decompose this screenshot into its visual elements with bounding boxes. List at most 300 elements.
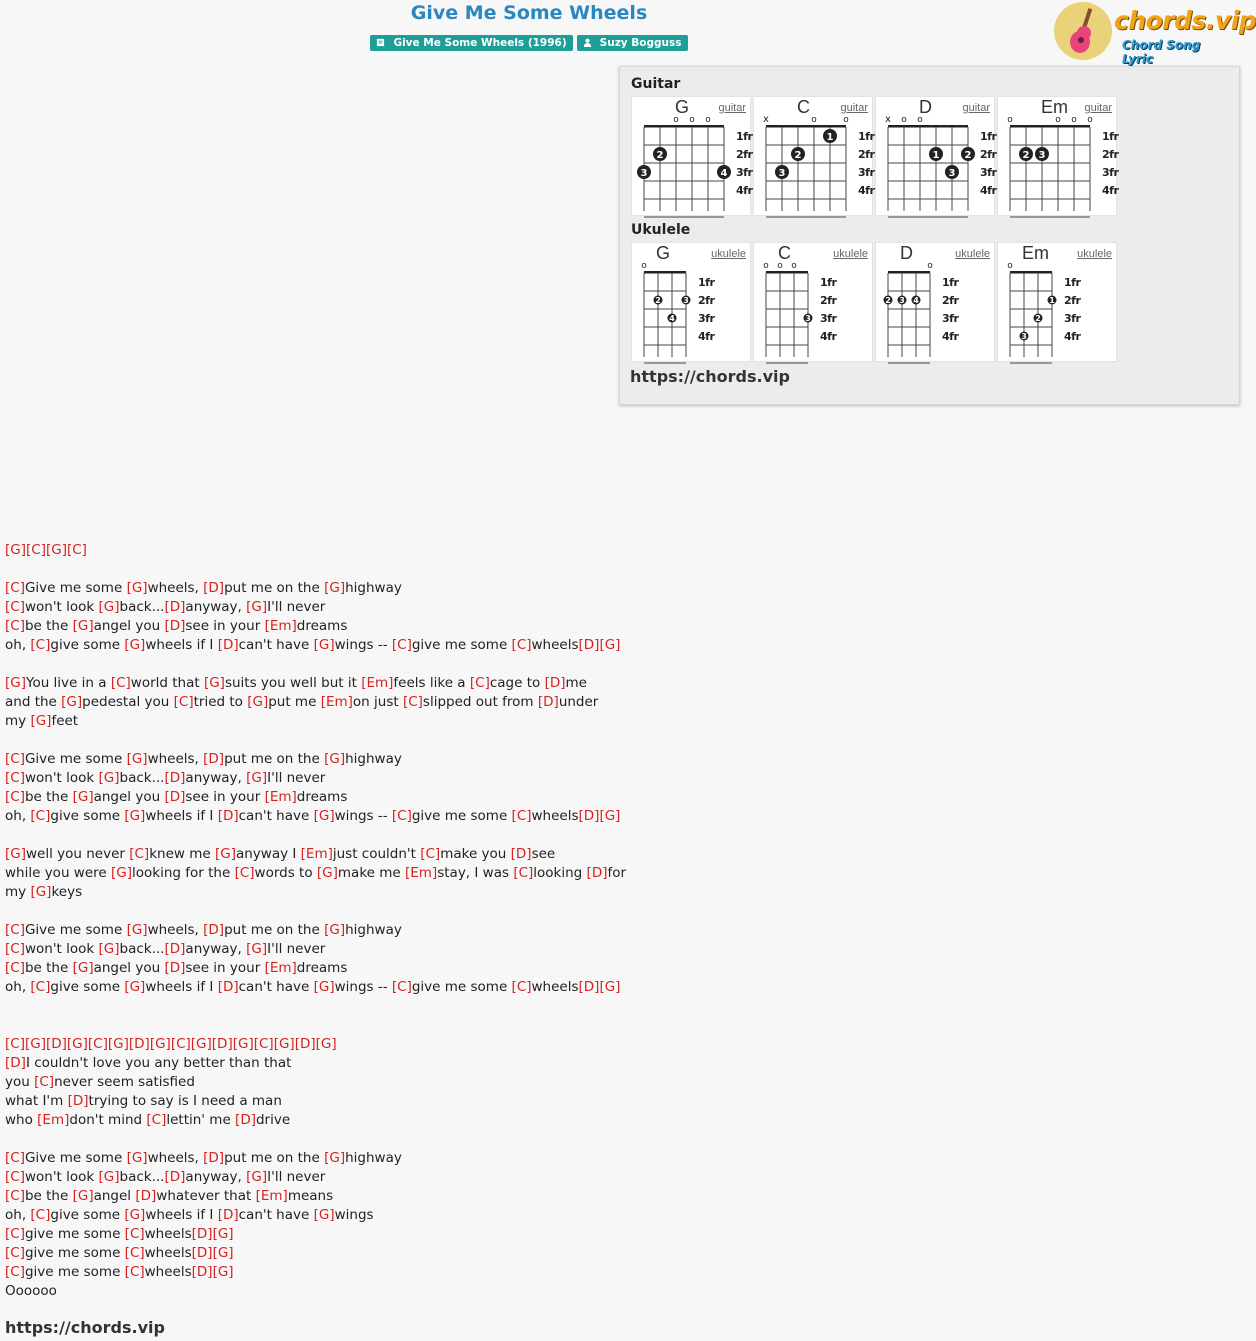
chord-token[interactable]: [D] (191, 1264, 213, 1280)
chord-token[interactable]: [G] (124, 979, 146, 995)
chord-token[interactable]: [C] (511, 637, 532, 653)
muted-string-marker: x (763, 114, 769, 125)
lyric-line: [G]You live in a [C]world that [G]suits you well but it [Em]feels like a [C]cage to [D]me (5, 675, 587, 691)
lyric-line: [G]well you never [C]knew me [G]anyway I [Em]just couldn't [C]make you [D]see (5, 846, 556, 862)
finger-number: 4 (720, 168, 728, 179)
lyric-line: [C]won't look [G]back...[D]anyway, [G]I'll never (5, 770, 326, 786)
open-string-marker: o (641, 261, 647, 271)
fret-label: 2fr (858, 148, 875, 161)
finger-number: 2 (655, 296, 661, 305)
finger-number: 2 (964, 150, 972, 161)
open-string-marker: o (705, 115, 711, 125)
fret-label: 3fr (858, 166, 875, 179)
lyric-line (5, 731, 617, 750)
chord-token[interactable]: [C] (5, 751, 25, 767)
chord-token[interactable]: [Em] (320, 694, 353, 710)
fret-label: 1fr (820, 276, 837, 289)
chord-token[interactable]: [G] (24, 1036, 46, 1052)
chord-token[interactable]: [Em] (264, 789, 297, 805)
fret-label: 2fr (736, 148, 753, 161)
chord-token[interactable]: [C] (5, 580, 25, 596)
lyric-line: my [G]feet (5, 713, 79, 729)
chord-token[interactable]: [Em] (264, 618, 297, 634)
fret-label: 2fr (942, 294, 959, 307)
guitar-chord-c[interactable] (753, 96, 873, 216)
chord-token[interactable]: [G] (316, 865, 338, 881)
chord-token[interactable]: [G] (246, 1169, 268, 1185)
lyric-line: [C]Give me some [G]wheels, [D]put me on the [G]highway (5, 1150, 402, 1166)
open-string-marker: o (843, 115, 849, 125)
fret-label: 1fr (858, 130, 875, 143)
chord-instrument-link[interactable]: guitar (962, 102, 990, 114)
open-string-marker: o (1087, 115, 1093, 125)
chord-token[interactable]: [D] (203, 922, 225, 938)
chord-token[interactable]: [G] (324, 1150, 346, 1166)
chord-token[interactable]: [G] (599, 979, 621, 995)
chord-token[interactable]: [D] (203, 580, 225, 596)
guitar-chord-g[interactable] (631, 96, 751, 216)
chord-token[interactable]: [G] (203, 675, 225, 691)
chord-token[interactable]: [G] (72, 789, 94, 805)
finger-number: 4 (669, 314, 675, 323)
chord-token[interactable]: [D] (164, 770, 186, 786)
fret-label: 4fr (698, 330, 715, 343)
chord-token[interactable]: [G] (313, 637, 335, 653)
fret-label: 4fr (820, 330, 837, 343)
chord-token[interactable]: [G] (212, 1226, 234, 1242)
panel-url[interactable]: https://chords.vip (630, 367, 790, 386)
chord-nut (644, 271, 686, 274)
chord-token[interactable]: [C] (124, 1226, 145, 1242)
fret-label: 1fr (736, 130, 753, 143)
lyric-line: you [C]never seem satisfied (5, 1074, 195, 1090)
chord-diagram (754, 97, 874, 217)
lyric-line: [C]won't look [G]back...[D]anyway, [G]I'll never (5, 599, 326, 615)
chord-token[interactable]: [C] (110, 675, 131, 691)
chord-token[interactable]: [G] (324, 922, 346, 938)
chord-token[interactable]: [C] (5, 922, 25, 938)
guitar-chord-em[interactable] (997, 96, 1117, 216)
ukulele-chord-c[interactable] (753, 242, 873, 362)
chord-token[interactable]: [C] (5, 1264, 25, 1280)
chord-nut (1010, 271, 1052, 274)
chord-token[interactable]: [G] (214, 846, 236, 862)
chord-token[interactable]: [G] (5, 846, 26, 862)
ukulele-chord-d[interactable] (875, 242, 995, 362)
finger-number: 1 (932, 150, 940, 161)
chord-token[interactable]: [C] (124, 1264, 145, 1280)
chord-diagram (632, 243, 752, 363)
chord-nut (888, 271, 930, 274)
finger-number: 3 (948, 168, 956, 179)
lyric-line: [C]Give me some [G]wheels, [D]put me on the [G]highway (5, 922, 402, 938)
chord-diagram (876, 243, 996, 363)
chord-token[interactable]: [C] (511, 808, 532, 824)
chord-token[interactable]: [D] (544, 675, 566, 691)
chord-token[interactable]: [G] (30, 884, 52, 900)
chord-token[interactable]: [D] (217, 1207, 239, 1223)
chord-nut (888, 125, 968, 128)
chord-token[interactable]: [D] (164, 599, 186, 615)
open-string-marker: o (1007, 261, 1013, 271)
lyric-line (5, 997, 617, 1016)
chord-token[interactable]: [C] (66, 542, 87, 558)
lyric-line (5, 541, 617, 560)
chord-token[interactable]: [G] (124, 808, 146, 824)
open-string-marker: o (689, 115, 695, 125)
chord-token[interactable]: [D] (217, 808, 239, 824)
chord-token[interactable]: [C] (5, 770, 25, 786)
open-string-marker: o (927, 261, 933, 271)
chord-token[interactable]: [C] (391, 637, 412, 653)
fret-label: 1fr (942, 276, 959, 289)
lyric-line: [C]Give me some [G]wheels, [D]put me on the [G]highway (5, 580, 402, 596)
chord-token[interactable]: [G] (72, 618, 94, 634)
chord-token[interactable]: [C] (420, 846, 441, 862)
lyric-line: [C]be the [G]angel [D]whatever that [Em]means (5, 1188, 334, 1204)
chord-token[interactable]: [Em] (255, 1188, 288, 1204)
chord-token[interactable]: [D] (217, 979, 239, 995)
chord-token[interactable]: [D] (537, 694, 559, 710)
chord-diagram (998, 97, 1118, 217)
fret-label: 2fr (980, 148, 997, 161)
badge-row (0, 35, 1058, 51)
fret-label: 2fr (698, 294, 715, 307)
open-string-marker: o (1071, 115, 1077, 125)
chord-token[interactable]: [G] (190, 1036, 212, 1052)
chord-token[interactable]: [C] (5, 1150, 25, 1166)
chord-token[interactable]: [G] (124, 637, 146, 653)
finger-number: 1 (826, 132, 834, 143)
fret-label: 4fr (1102, 184, 1119, 197)
chord-token[interactable]: [C] (129, 846, 150, 862)
chord-token[interactable]: [G] (324, 580, 346, 596)
artist-badge[interactable] (577, 35, 688, 51)
fret-label: 1fr (1102, 130, 1119, 143)
fret-label: 4fr (942, 330, 959, 343)
open-string-marker: o (763, 261, 769, 271)
lyric-line: [C]be the [G]angel you [D]see in your [Em]dreams (5, 789, 348, 805)
logo-tagline: Chord Song Lyric (1122, 38, 1201, 66)
lyric-line: my [G]keys (5, 884, 83, 900)
chord-token[interactable]: [Em] (300, 846, 333, 862)
chord-token[interactable]: [C] (402, 694, 423, 710)
open-string-marker: o (1007, 115, 1013, 125)
chord-token[interactable]: [D] (510, 846, 532, 862)
chord-token[interactable]: [G] (5, 675, 26, 691)
chord-token[interactable]: [G] (313, 979, 335, 995)
fret-label: 3fr (1102, 166, 1119, 179)
finger-number: 2 (1035, 314, 1041, 323)
lyric-line: [C]be the [G]angel you [D]see in your [Em]dreams (5, 618, 348, 634)
chord-token[interactable]: [G] (315, 1036, 337, 1052)
fret-label: 1fr (980, 130, 997, 143)
chord-token[interactable]: [C] (511, 979, 532, 995)
chord-token[interactable]: [D] (135, 1188, 157, 1204)
chord-instrument-link[interactable]: guitar (718, 102, 746, 114)
lyric-line: what I'm [D]trying to say is I need a man (5, 1093, 282, 1109)
lyric-line: who [Em]don't mind [C]lettin' me [D]drive (5, 1112, 291, 1128)
chord-nut (766, 125, 846, 128)
chord-token[interactable]: [G] (124, 1207, 146, 1223)
book-icon (376, 38, 385, 47)
lyric-line: [D]I couldn't love you any better than that (5, 1055, 292, 1071)
chord-token[interactable]: [C] (234, 865, 255, 881)
lyric-line: oh, [C]give some [G]wheels if I [D]can't have [G]wings -- [C]give me some [C]wheels[D][G] (5, 637, 621, 653)
chord-token[interactable]: [D] (67, 1093, 89, 1109)
chord-nut (766, 271, 808, 274)
chord-token[interactable]: [G] (30, 713, 52, 729)
chord-token[interactable]: [C] (5, 1245, 25, 1261)
ukulele-section-label: Ukulele (631, 222, 691, 238)
chord-token[interactable]: [D] (191, 1226, 213, 1242)
lyric-line: oh, [C]give some [G]wheels if I [D]can't have [G]wings (5, 1207, 374, 1223)
chord-token[interactable]: [C] (26, 542, 46, 558)
chord-diagram (876, 97, 996, 217)
finger-number: 3 (1021, 332, 1027, 341)
chord-token[interactable]: [D] (211, 1036, 233, 1052)
chord-token[interactable]: [G] (313, 808, 335, 824)
chord-token[interactable]: [C] (5, 618, 25, 634)
chord-token[interactable]: [D] (128, 1036, 150, 1052)
open-string-marker: o (777, 261, 783, 271)
chord-token[interactable]: [D] (203, 1150, 225, 1166)
lyric-line: [C]give me some [C]wheels[D][G] (5, 1226, 234, 1242)
chord-token[interactable]: [D] (5, 1055, 26, 1071)
chord-token[interactable]: [Em] (361, 675, 394, 691)
open-string-marker: o (901, 115, 907, 125)
chord-instrument-link[interactable]: ukulele (955, 248, 990, 260)
lyric-line: and the [G]pedestal you [C]tried to [G]put me [Em]on just [C]slipped out from [D]under (5, 694, 599, 710)
chord-instrument-link[interactable]: guitar (1084, 102, 1112, 114)
chord-token[interactable]: [C] (5, 789, 25, 805)
chord-token[interactable]: [G] (313, 1207, 335, 1223)
chord-instrument-link[interactable]: guitar (840, 102, 868, 114)
chord-token[interactable]: [G] (324, 751, 346, 767)
open-string-marker: o (673, 115, 679, 125)
chord-token[interactable]: [C] (30, 637, 51, 653)
fret-label: 3fr (1064, 312, 1081, 325)
chord-token[interactable]: [C] (391, 808, 412, 824)
fret-label: 2fr (820, 294, 837, 307)
footer-url[interactable]: https://chords.vip (5, 1318, 165, 1337)
chord-token[interactable]: [C] (253, 1036, 274, 1052)
finger-number: 3 (805, 314, 811, 323)
fret-label: 2fr (1102, 148, 1119, 161)
chord-token[interactable]: [G] (61, 694, 83, 710)
chord-token[interactable]: [G] (72, 960, 94, 976)
artist-badge-label: Suzy Bogguss (599, 37, 682, 49)
chord-token[interactable]: [Em] (405, 865, 438, 881)
guitar-chord-d[interactable] (875, 96, 995, 216)
logo-brand: chords.vip (1114, 6, 1256, 35)
chord-token[interactable]: [C] (34, 1074, 55, 1090)
lyric-line: Oooooo (5, 1283, 57, 1299)
chord-token[interactable]: [C] (513, 865, 534, 881)
finger-number: 4 (913, 296, 919, 305)
chord-instrument-link[interactable]: ukulele (711, 248, 746, 260)
chord-diagram-panel (619, 66, 1240, 405)
album-badge[interactable] (370, 35, 572, 51)
finger-number: 1 (1049, 296, 1055, 305)
album-badge-label: Give Me Some Wheels (1996) (393, 37, 567, 49)
chord-token[interactable]: [G] (126, 751, 148, 767)
chord-name: C (797, 97, 810, 117)
finger-number: 3 (640, 168, 648, 179)
chord-token[interactable]: [C] (5, 1188, 25, 1204)
chord-token[interactable]: [G] (107, 1036, 129, 1052)
chord-token[interactable]: [G] (212, 1245, 234, 1261)
chord-token[interactable]: [D] (586, 865, 608, 881)
lyric-line (5, 1130, 617, 1149)
chord-token[interactable]: [C] (5, 941, 25, 957)
chord-token[interactable]: [G] (98, 941, 120, 957)
chord-token[interactable]: [G] (66, 1036, 88, 1052)
chord-token[interactable]: [D] (191, 1245, 213, 1261)
fret-label: 2fr (1064, 294, 1081, 307)
chord-token[interactable]: [C] (30, 808, 51, 824)
fret-label: 3fr (820, 312, 837, 325)
lyric-line: while you were [G]looking for the [C]words to [G]make me [Em]stay, I was [C]looking [D]for (5, 865, 627, 881)
fret-label: 4fr (736, 184, 753, 197)
chord-token[interactable]: [D] (203, 751, 225, 767)
open-string-marker: o (811, 115, 817, 125)
finger-number: 2 (656, 150, 664, 161)
finger-number: 3 (778, 168, 786, 179)
chord-token[interactable]: [G] (126, 922, 148, 938)
finger-number: 3 (683, 296, 689, 305)
chord-token[interactable]: [G] (246, 599, 268, 615)
lyric-line (5, 826, 617, 845)
chord-diagram (632, 97, 752, 217)
chord-token[interactable]: [Em] (264, 960, 297, 976)
chord-token[interactable]: [C] (173, 694, 194, 710)
lyric-line: [C]won't look [G]back...[D]anyway, [G]I'll never (5, 1169, 326, 1185)
chord-instrument-link[interactable]: ukulele (833, 248, 868, 260)
chord-nut (644, 125, 724, 128)
open-string-marker: o (1055, 115, 1061, 125)
chord-token[interactable]: [C] (30, 1207, 51, 1223)
chord-token[interactable]: [C] (391, 979, 412, 995)
lyric-line: oh, [C]give some [G]wheels if I [D]can't have [G]wings -- [C]give me some [C]wheels[D][G] (5, 808, 621, 824)
finger-number: 3 (899, 296, 905, 305)
chord-token[interactable]: [C] (469, 675, 490, 691)
chord-token[interactable]: [C] (5, 960, 25, 976)
lyric-line: [C]Give me some [G]wheels, [D]put me on the [G]highway (5, 751, 402, 767)
chord-name: Em (1022, 243, 1049, 263)
lyric-line: oh, [C]give some [G]wheels if I [D]can't have [G]wings -- [C]give me some [C]wheels[D][G] (5, 979, 621, 995)
fret-label: 3fr (980, 166, 997, 179)
finger-number: 2 (1022, 150, 1030, 161)
fret-label: 1fr (1064, 276, 1081, 289)
ukulele-chord-em[interactable] (997, 242, 1117, 362)
chord-token[interactable]: [G] (246, 941, 268, 957)
chord-token[interactable]: [C] (5, 1226, 25, 1242)
chord-token[interactable]: [C] (170, 1036, 191, 1052)
fret-label: 4fr (1064, 330, 1081, 343)
open-string-marker: o (791, 261, 797, 271)
lyric-line: [C]won't look [G]back...[D]anyway, [G]I'll never (5, 941, 326, 957)
chord-token[interactable]: [G] (149, 1036, 171, 1052)
finger-number: 2 (794, 150, 802, 161)
lyrics-block (5, 541, 627, 1301)
chord-token[interactable]: [G] (45, 542, 67, 558)
site-logo[interactable] (1054, 2, 1256, 66)
chord-token[interactable]: [G] (232, 1036, 254, 1052)
chord-name: C (778, 243, 791, 263)
chord-token[interactable]: [G] (98, 770, 120, 786)
chord-token[interactable]: [C] (124, 1245, 145, 1261)
chord-token[interactable]: [G] (98, 599, 120, 615)
chord-token[interactable]: [G] (273, 1036, 295, 1052)
chord-token[interactable]: [C] (146, 1112, 167, 1128)
chord-token[interactable]: [G] (212, 1264, 234, 1280)
lyric-line (5, 560, 617, 579)
chord-token[interactable]: [D] (164, 960, 186, 976)
chord-token[interactable]: [D] (217, 637, 239, 653)
chord-instrument-link[interactable]: ukulele (1077, 248, 1112, 260)
chord-token[interactable]: [D] (294, 1036, 316, 1052)
chord-name: G (656, 243, 671, 263)
chord-name: G (675, 97, 690, 117)
chord-token[interactable]: [C] (5, 1036, 25, 1052)
chord-token[interactable]: [G] (599, 637, 621, 653)
chord-token[interactable]: [G] (5, 542, 26, 558)
lyric-line: [C]be the [G]angel you [D]see in your [Em]dreams (5, 960, 348, 976)
chord-token[interactable]: [G] (126, 580, 148, 596)
chord-name: Em (1041, 97, 1068, 117)
chord-token[interactable]: [D] (45, 1036, 67, 1052)
fret-label: 3fr (736, 166, 753, 179)
chord-token[interactable]: [D] (164, 789, 186, 805)
chord-token[interactable]: [D] (578, 979, 600, 995)
chord-token[interactable]: [C] (30, 979, 51, 995)
chord-token[interactable]: [G] (72, 1188, 94, 1204)
chord-token[interactable]: [G] (246, 770, 268, 786)
chord-token[interactable]: [D] (164, 1169, 186, 1185)
chord-token[interactable]: [D] (164, 618, 186, 634)
chord-token[interactable]: [C] (5, 599, 25, 615)
chord-token[interactable]: [G] (98, 1169, 120, 1185)
fret-label: 1fr (698, 276, 715, 289)
chord-token[interactable]: [C] (87, 1036, 108, 1052)
fret-label: 3fr (698, 312, 715, 325)
lyric-line (5, 902, 617, 921)
finger-number: 3 (1038, 150, 1046, 161)
muted-string-marker: x (885, 114, 891, 125)
chord-token[interactable]: [G] (126, 1150, 148, 1166)
ukulele-chord-g[interactable] (631, 242, 751, 362)
chord-diagram (998, 243, 1118, 363)
open-string-marker: o (917, 115, 923, 125)
chord-token[interactable]: [D] (164, 941, 186, 957)
chord-token[interactable]: [C] (5, 1169, 25, 1185)
lyric-line: [C]give me some [C]wheels[D][G] (5, 1264, 234, 1280)
chord-token[interactable]: [D] (578, 637, 600, 653)
chord-name: D (900, 243, 913, 263)
lyric-line (5, 1035, 617, 1054)
chord-token[interactable]: [D] (578, 808, 600, 824)
user-icon (583, 38, 592, 47)
page-title[interactable]: Give Me Some Wheels (410, 2, 648, 24)
chord-token[interactable]: [D] (235, 1112, 256, 1128)
fret-label: 4fr (980, 184, 997, 197)
chord-token[interactable]: [G] (599, 808, 621, 824)
lyric-line (5, 655, 617, 674)
chord-token[interactable]: [Em] (37, 1112, 70, 1128)
chord-token[interactable]: [G] (111, 865, 132, 881)
chord-token[interactable]: [G] (247, 694, 269, 710)
